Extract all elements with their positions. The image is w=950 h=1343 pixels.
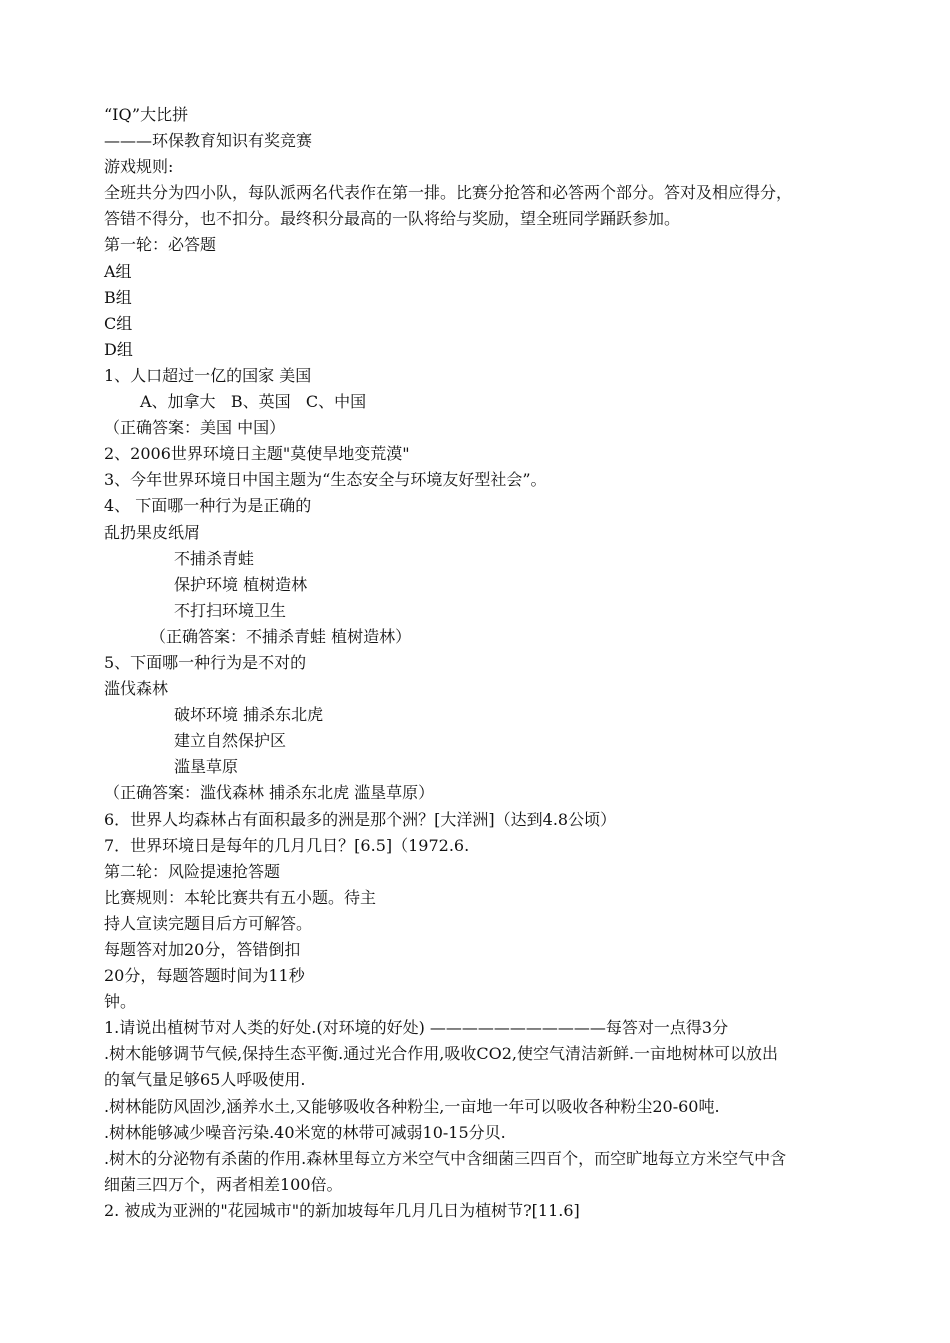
- round2-rules-line: 比赛规则：本轮比赛共有五小题。待主: [104, 887, 377, 907]
- question-1: 1、人口超过一亿的国家 美国: [104, 365, 312, 385]
- round2-question-1: 1.请说出植树节对人类的好处.(对环境的好处) ———————————每答对一点得3分: [104, 1018, 729, 1038]
- question-5-option: 滥伐森林: [104, 679, 169, 699]
- question-6: 6．世界人均森林占有面积最多的洲是那个洲？[大洋洲]（达到4.8公顷）: [104, 809, 617, 829]
- document-subtitle: ———环保教育知识有奖竞赛: [104, 131, 313, 151]
- question-5-option: 建立自然保护区: [174, 731, 287, 751]
- question-1-options: A、加拿大 B、英国 C、中国: [140, 392, 367, 412]
- question-7: 7．世界环境日是每年的几月几日？[6.5]（1972.6.: [104, 835, 470, 855]
- round2-question-2: 2. 被成为亚洲的"花园城市"的新加坡每年几月几日为植树节?[11.6]: [104, 1200, 580, 1220]
- group-label-c: C组: [104, 313, 133, 333]
- question-5: 5、下面哪一种行为是不对的: [104, 652, 307, 672]
- round2-rules-line: 每题答对加20分，答错倒扣: [104, 940, 301, 959]
- group-label-d: D组: [104, 339, 133, 359]
- rules-heading: 游戏规则:: [104, 157, 174, 177]
- rules-text-line: 答错不得分，也不扣分。最终积分最高的一队将给与奖励，望全班同学踊跃参加。: [104, 209, 681, 229]
- group-label-a: A组: [104, 261, 132, 281]
- question-4-option: 不捕杀青蛙: [174, 548, 255, 568]
- question-2: 2、2006世界环境日主题"莫使旱地变荒漠": [104, 444, 410, 464]
- round2-rules-line: 20分，每题答题时间为11秒: [104, 966, 305, 986]
- question-3: 3、今年世界环境日中国主题为“生态安全与环境友好型社会”。: [104, 470, 547, 490]
- question-1-answer: （正确答案：美国 中国）: [104, 418, 286, 438]
- question-5-option: 滥垦草原: [174, 757, 239, 777]
- question-5-answer: （正确答案：滥伐森林 捕杀东北虎 滥垦草原）: [104, 783, 435, 803]
- round2-answer-line: .树林能够减少噪音污染.40米宽的林带可减弱10-15分贝.: [104, 1122, 506, 1142]
- question-4-option: 保护环境 植树造林: [174, 574, 308, 594]
- question-4: 4、 下面哪一种行为是正确的: [104, 496, 312, 516]
- round2-answer-line: .树木能够调节气候,保持生态平衡.通过光合作用,吸收CO2,使空气清洁新鲜.一亩地树林可以放出: [104, 1044, 779, 1064]
- question-4-option: 乱扔果皮纸屑: [104, 522, 201, 542]
- question-5-option: 破坏环境 捕杀东北虎: [174, 705, 324, 725]
- round2-rules-line: 持人宣读完题目后方可解答。: [104, 913, 313, 933]
- round2-answer-line: 的氧气量足够65人呼吸使用.: [104, 1070, 306, 1090]
- round2-answer-line: .树木的分泌物有杀菌的作用.森林里每立方米空气中含细菌三四百个，而空旷地每立方米空气中含: [104, 1148, 787, 1168]
- group-label-b: B组: [104, 287, 132, 307]
- round2-answer-line: .树林能防风固沙,涵养水土,又能够吸收各种粉尘,一亩地一年可以吸收各种粉尘20-60吨.: [104, 1096, 720, 1116]
- round2-heading: 第二轮：风险提速抢答题: [104, 861, 281, 881]
- document-body: [104, 102, 864, 1224]
- round2-answer-line: 细菌三四万个，两者相差100倍。: [104, 1174, 343, 1194]
- question-4-answer: （正确答案：不捕杀青蛙 植树造林）: [150, 626, 412, 646]
- round2-rules-line: 钟。: [104, 992, 137, 1012]
- rules-text-line: 全班共分为四小队，每队派两名代表作在第一排。比赛分抢答和必答两个部分。答对及相应得分，: [104, 183, 793, 203]
- round1-heading: 第一轮：必答题: [104, 235, 217, 255]
- document-title: “IQ”大比拼: [104, 105, 189, 124]
- question-4-option: 不打扫环境卫生: [174, 600, 287, 620]
